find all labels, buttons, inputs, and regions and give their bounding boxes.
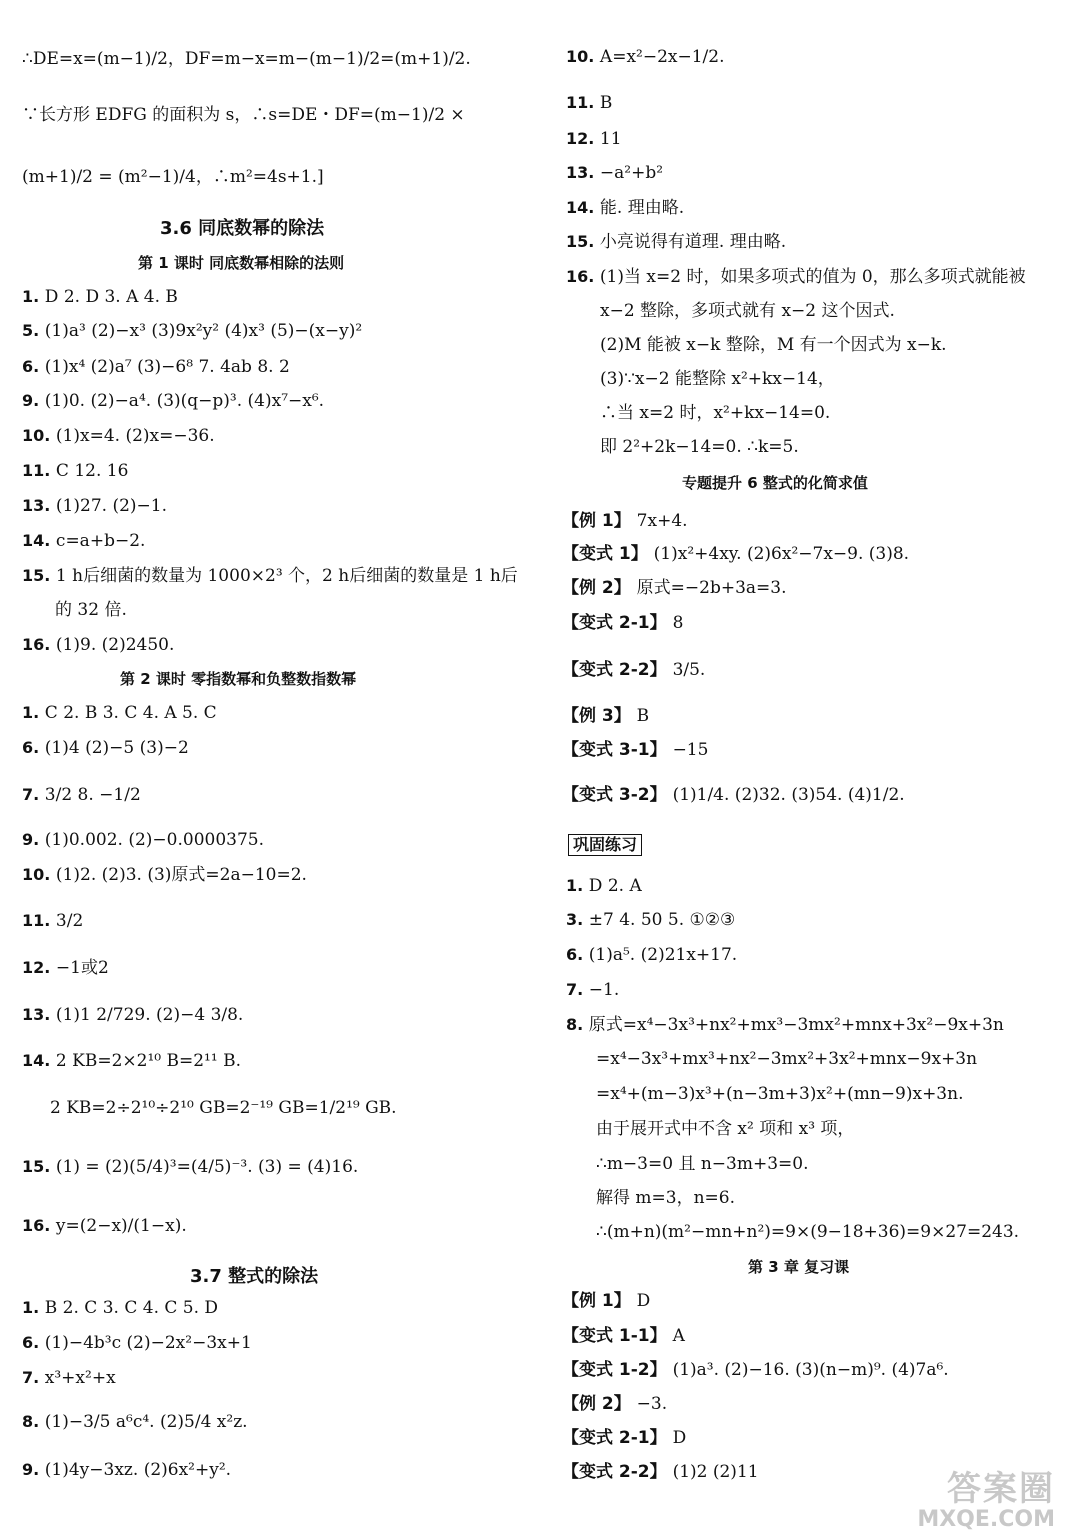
proof-line <box>22 166 324 188</box>
lesson-title-1: 第 1 课时 同底数幂相除的法则 <box>138 254 345 272</box>
answer-number: 15. <box>22 566 56 585</box>
answer-number: 7. <box>566 980 589 999</box>
answer-line <box>22 634 174 656</box>
answer-text: (1)2 (2)11 <box>672 1462 759 1482</box>
answer-line <box>566 909 735 931</box>
answer-line <box>22 565 518 587</box>
answer-number: 5. <box>22 321 45 340</box>
example-line <box>562 577 787 599</box>
answer-line <box>566 46 725 68</box>
answer-line <box>22 425 215 447</box>
example-line <box>562 510 688 532</box>
answer-text: (1)2. (2)3. (3)原式=2a−10=2. <box>55 865 307 885</box>
answer-text: (1)27. (2)−1. <box>55 496 167 516</box>
answer-number: 10. <box>566 47 600 66</box>
example-tag: 【变式 2-1】 <box>562 1428 673 1448</box>
answer-line <box>566 162 663 184</box>
answer-number: 3. <box>566 910 589 929</box>
answer-text: 3/5. <box>672 660 706 680</box>
answer-number: 6. <box>22 738 45 757</box>
answer-text: 原式=x⁴−3x³+nx²+mx³−3mx²+mnx+3x²−9x+3n <box>588 1015 1004 1035</box>
lesson-title-2: 第 2 课时 零指数幂和负整数指数幂 <box>120 670 357 688</box>
answer-number: 8. <box>566 1015 589 1034</box>
chapter-title: 第 3 章 复习课 <box>748 1258 850 1276</box>
answer-number: 13. <box>566 163 600 182</box>
example-tag: 【变式 1-1】 <box>562 1326 673 1346</box>
example-line <box>562 1290 650 1312</box>
answer-text: (1)1/4. (2)32. (3)54. (4)1/2. <box>672 785 905 805</box>
answer-text: 即 2²+2k−14=0. ∴k=5. <box>600 437 799 457</box>
answer-text: (1)x²+4xy. (2)6x²−7x−9. (3)8. <box>653 544 910 564</box>
answer-number: 13. <box>22 1005 56 1024</box>
answer-text: ∴m−3=0 且 n−3m+3=0. <box>596 1154 809 1174</box>
answer-text: =x⁴+(m−3)x³+(n−3m+3)x²+(mn−9)x+3n. <box>596 1084 964 1104</box>
answer-text: 1 h后细菌的数量为 1000×2³ 个，2 h后细菌的数量是 1 h后 <box>55 566 518 586</box>
answer-text: x−2 整除，多项式就有 x−2 这个因式. <box>600 301 895 321</box>
answer-text: (1) = (2)(5/4)³=(4/5)⁻³. (3) = (4)16. <box>55 1157 359 1177</box>
answer-text: A <box>672 1326 685 1346</box>
answer-line <box>22 864 307 886</box>
answer-text: C 2. B 3. C 4. A 5. C <box>44 703 217 723</box>
review-box-label: 巩固练习 <box>568 834 642 856</box>
answer-line <box>566 875 642 897</box>
answer-text: (2)M 能被 x−k 整除，M 有一个因式为 x−k. <box>600 335 947 355</box>
answer-number: 1. <box>22 287 45 306</box>
example-tag: 【例 3】 <box>562 706 637 726</box>
answer-text: x³+x²+x <box>44 1368 116 1388</box>
answer-text: 2 KB=2×2¹⁰ B=2¹¹ B. <box>55 1051 241 1071</box>
answer-line <box>22 390 324 412</box>
answer-text: ∴当 x=2 时，x²+kx−14=0. <box>600 403 831 423</box>
answer-text: (1)x=4. (2)x=−36. <box>55 426 215 446</box>
answer-line <box>22 286 178 308</box>
example-tag: 【变式 3-2】 <box>562 785 673 805</box>
answer-text: 2 KB=2÷2¹⁰÷2¹⁰ GB=2⁻¹⁹ GB=1/2¹⁹ GB. <box>50 1098 397 1118</box>
answer-text: y=(2−x)/(1−x). <box>55 1216 187 1236</box>
answer-line <box>22 910 83 932</box>
example-tag: 【例 2】 <box>562 1394 637 1414</box>
answer-text: (1)x⁴ (2)a⁷ (3)−6⁸ 7. 4ab 8. 2 <box>44 357 290 377</box>
answer-text: (1)4 (2)−5 (3)−2 <box>44 738 189 758</box>
answer-text: −3. <box>636 1394 668 1414</box>
answer-text: (m+1)/2 = (m²−1)/4，∴m²=4s+1.] <box>22 167 324 187</box>
answer-line <box>22 495 167 517</box>
answer-text: 11 <box>599 129 622 149</box>
answer-line <box>566 92 612 114</box>
answer-line <box>22 1367 116 1389</box>
example-tag: 【例 1】 <box>562 511 637 531</box>
answer-text: D <box>636 1291 651 1311</box>
answer-number: 1. <box>22 1298 45 1317</box>
answer-text: −15 <box>672 740 709 760</box>
answer-text: (1)−4b³c (2)−2x²−3x+1 <box>44 1333 252 1353</box>
answer-line <box>22 1050 241 1072</box>
answer-number: 12. <box>22 958 56 977</box>
answer-number: 13. <box>22 496 56 515</box>
answer-line <box>566 266 1026 288</box>
answer-text: ∵长方形 EDFG 的面积为 s，∴s=DE・DF=(m−1)/2 × <box>22 105 465 125</box>
answer-number: 11. <box>22 461 56 480</box>
answer-text: (1)a³ (2)−x³ (3)9x²y² (4)x³ (5)−(x−y)² <box>44 321 363 341</box>
example-line <box>562 739 708 761</box>
answer-number: 7. <box>22 785 45 804</box>
answer-line <box>22 829 264 851</box>
watermark <box>917 1470 1055 1532</box>
answer-number: 6. <box>566 945 589 964</box>
answer-number: 11. <box>566 93 600 112</box>
answer-line <box>600 334 947 356</box>
answer-text: 3/2 8. −1/2 <box>44 785 141 805</box>
answer-line <box>566 128 622 150</box>
answer-text: ∴(m+n)(m²−mn+n²)=9×(9−18+36)=9×27=243. <box>596 1222 1020 1242</box>
proof-line <box>22 104 465 126</box>
answer-text: (1)1 2/729. (2)−4 3/8. <box>55 1005 244 1025</box>
answer-text: D 2. D 3. A 4. B <box>44 287 178 307</box>
answer-line <box>566 197 684 219</box>
answer-line <box>596 1083 963 1105</box>
answer-number: 7. <box>22 1368 45 1387</box>
answer-text: 原式=−2b+3a=3. <box>636 578 787 598</box>
answer-line <box>22 530 145 552</box>
answer-text: −a²+b² <box>599 163 664 183</box>
answer-line <box>22 1459 231 1481</box>
answer-line <box>600 368 835 390</box>
answer-line <box>22 1156 358 1178</box>
example-tag: 【例 2】 <box>562 578 637 598</box>
answer-text: 8 <box>672 613 684 633</box>
example-line <box>562 612 683 634</box>
answer-text: ±7 4. 50 5. ①②③ <box>588 910 736 930</box>
answer-line <box>22 702 217 724</box>
example-line <box>562 659 705 681</box>
answer-number: 6. <box>22 357 45 376</box>
example-line <box>562 543 909 565</box>
answer-number: 16. <box>566 267 600 286</box>
answer-text: 能. 理由略. <box>599 198 685 218</box>
answer-text: (1)0. (2)−a⁴. (3)(q−p)³. (4)x⁷−x⁶. <box>44 391 325 411</box>
answer-text: (1)4y−3xz. (2)6x²+y². <box>44 1460 232 1480</box>
example-tag: 【变式 1】 <box>562 544 654 564</box>
answer-number: 12. <box>566 129 600 148</box>
answer-line <box>596 1153 809 1175</box>
answer-line <box>566 231 786 253</box>
answer-number: 16. <box>22 635 56 654</box>
answer-line <box>22 1004 243 1026</box>
answer-line <box>596 1118 854 1140</box>
example-tag: 【变式 3-1】 <box>562 740 673 760</box>
answer-line <box>22 957 109 979</box>
answer-text: B 2. C 3. C 4. C 5. D <box>44 1298 219 1318</box>
answer-line <box>596 1221 1019 1243</box>
answer-line <box>596 1187 735 1209</box>
answer-line <box>22 320 362 342</box>
answer-number: 9. <box>22 830 45 849</box>
answer-number: 10. <box>22 426 56 445</box>
answer-line <box>22 1332 252 1354</box>
answer-number: 6. <box>22 1333 45 1352</box>
answer-text: A=x²−2x−1/2. <box>599 47 725 67</box>
answer-line <box>50 1097 397 1119</box>
answer-line <box>55 599 127 621</box>
answer-text: (1)−3/5 a⁶c⁴. (2)5/4 x²z. <box>44 1412 248 1432</box>
answer-line <box>566 979 619 1001</box>
answer-text: (1)当 x=2 时，如果多项式的值为 0，那么多项式就能被 <box>599 267 1026 287</box>
example-line <box>562 705 649 727</box>
answer-number: 14. <box>566 198 600 217</box>
example-line <box>562 1427 686 1449</box>
answer-text: C 12. 16 <box>55 461 129 481</box>
answer-text: (1)a³. (2)−16. (3)(n−m)⁹. (4)7a⁶. <box>672 1360 949 1380</box>
answer-line <box>22 1215 187 1237</box>
answer-number: 11. <box>22 911 56 930</box>
answer-text: 解得 m=3，n=6. <box>596 1188 735 1208</box>
watermark-url: MXQE.COM <box>917 1507 1055 1532</box>
example-line <box>562 1461 759 1483</box>
answer-text: D 2. A <box>588 876 642 896</box>
answer-number: 1. <box>22 703 45 722</box>
answer-text: (1)9. (2)2450. <box>55 635 175 655</box>
example-line <box>562 1393 667 1415</box>
answer-text: (1)a⁵. (2)21x+17. <box>588 945 738 965</box>
answer-line <box>600 300 895 322</box>
answer-line <box>600 436 799 458</box>
answer-text: ∴DE=x=(m−1)/2，DF=m−x=m−(m−1)/2=(m+1)/2. <box>22 49 471 69</box>
answer-text: 的 32 倍. <box>55 600 127 620</box>
answer-text: (3)∵x−2 能整除 x²+kx−14， <box>600 369 835 389</box>
answer-text: (1)0.002. (2)−0.0000375. <box>44 830 264 850</box>
answer-text: 小亮说得有道理. 理由略. <box>599 232 787 252</box>
answer-line <box>22 1411 248 1433</box>
answer-number: 9. <box>22 391 45 410</box>
proof-line <box>22 48 471 70</box>
example-line <box>562 1359 949 1381</box>
section-title-3-6: 3.6 同底数幂的除法 <box>160 218 325 239</box>
answer-text: c=a+b−2. <box>55 531 146 551</box>
answer-number: 10. <box>22 865 56 884</box>
answer-line <box>600 402 830 424</box>
answer-text: 3/2 <box>55 911 84 931</box>
example-line <box>562 1325 685 1347</box>
example-tag: 【变式 2-2】 <box>562 1462 673 1482</box>
answer-number: 9. <box>22 1460 45 1479</box>
answer-number: 8. <box>22 1412 45 1431</box>
example-line <box>562 784 905 806</box>
answer-line <box>22 784 141 806</box>
watermark-logo: 答案圈 <box>947 1469 1055 1509</box>
answer-text: −1. <box>588 980 620 1000</box>
answer-text: =x⁴−3x³+mx³+nx²−3mx²+3x²+mnx−9x+3n <box>596 1049 978 1069</box>
example-tag: 【变式 2-1】 <box>562 613 673 633</box>
answer-text: B <box>636 706 650 726</box>
answer-line <box>22 737 189 759</box>
answer-line <box>22 460 128 482</box>
answer-line <box>22 356 290 378</box>
example-tag: 【变式 1-2】 <box>562 1360 673 1380</box>
example-tag: 【变式 2-2】 <box>562 660 673 680</box>
section-title-3-7: 3.7 整式的除法 <box>190 1266 319 1287</box>
answer-line <box>596 1048 977 1070</box>
answer-text: D <box>672 1428 687 1448</box>
answer-number: 1. <box>566 876 589 895</box>
answer-text: 7x+4. <box>636 511 688 531</box>
example-tag: 【例 1】 <box>562 1291 637 1311</box>
answer-number: 15. <box>566 232 600 251</box>
answer-text: B <box>599 93 613 113</box>
answer-line <box>566 944 737 966</box>
answer-text: 由于展开式中不含 x² 项和 x³ 项， <box>596 1119 855 1139</box>
answer-number: 16. <box>22 1216 56 1235</box>
answer-line <box>22 1297 218 1319</box>
topic-title: 专题提升 6 整式的化简求值 <box>682 474 868 492</box>
answer-number: 15. <box>22 1157 56 1176</box>
answer-line <box>566 1014 1004 1036</box>
answer-number: 14. <box>22 531 56 550</box>
answer-text: −1或2 <box>55 958 109 978</box>
answer-number: 14. <box>22 1051 56 1070</box>
